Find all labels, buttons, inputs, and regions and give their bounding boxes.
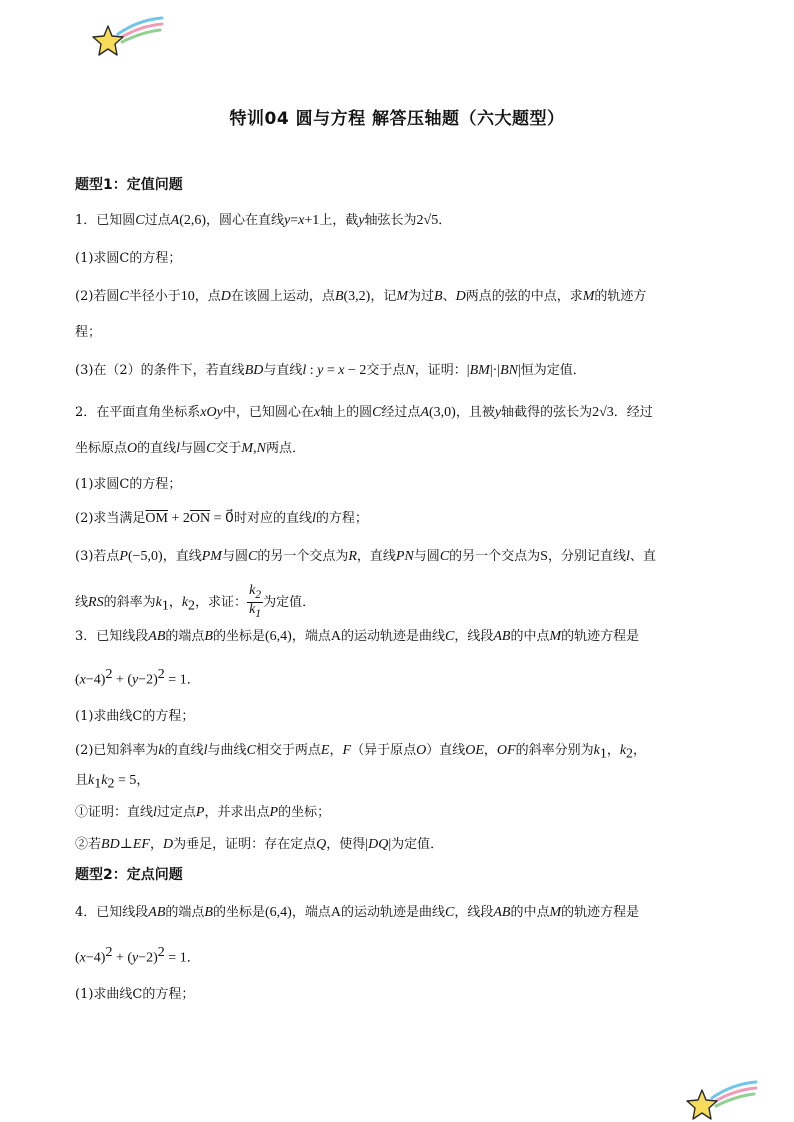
problem-2-part-1: (1)求圆C的方程； <box>75 477 182 492</box>
section-heading-1: 题型1：定值问题 <box>75 177 183 193</box>
problem-4-stem: 4．已知线段AB的端点B的坐标是(6,4)，端点A的运动轨迹是曲线C，线段AB的中点M的轨迹方程是 <box>75 905 640 920</box>
problem-2-part-3-cont: 线RS的斜率为$k_1$，$k_2$，求证： $\frac{k_2}{k_1}$ 为定值． <box>75 583 316 620</box>
problem-1-part-1: (1)求圆C的方程； <box>75 251 182 266</box>
problem-3-part-2: (2)已知斜率为k的直线l与曲线C相交于两点E，F（异于原点O）直线OE，OF的斜率分别为$k_1$，$k_2$， <box>75 743 647 762</box>
problem-4-equation: $(x-4)^2 + (y-2)^2 = 1$． <box>75 945 200 966</box>
shooting-star-icon <box>682 1078 758 1122</box>
shooting-star-icon <box>88 14 164 58</box>
problem-2-stem: 2．在平面直角坐标系xOy中，已知圆心在x轴上的圆C经过点A(3,0)，且被y轴截得的弦长为2√3．经过 <box>75 405 653 420</box>
problem-3-stem: 3．已知线段AB的端点B的坐标是(6,4)，端点A的运动轨迹是曲线C，线段AB的中点M的轨迹方程是 <box>75 629 640 644</box>
problem-2-stem-cont: 坐标原点O的直线l与圆C交于M,N两点． <box>75 441 305 456</box>
problem-2-part-3: (3)若点P(−5,0)，直线PM与圆C的另一个交点为R，直线PN与圆C的另一个交点为S，分别记直线l、直 <box>75 549 656 564</box>
problem-1-stem: 1．已知圆C过点A(2,6)，圆心在直线y=x+1上，截y轴弦长为2√5． <box>75 213 452 228</box>
problem-1-part-3: (3)在（2）的条件下，若直线BD与直线l : y = x − 2交于点N，证明：|BM|·|BN|恒为定值． <box>75 363 586 378</box>
problem-1-part-2: (2)若圆C半径小于10，点D在该圆上运动，点B(3,2)，记M为过B、D两点的弦的中点，求M的轨迹方 <box>75 289 647 304</box>
problem-4-part-1: (1)求曲线C的方程； <box>75 987 195 1002</box>
problem-3-part-2-ii: ②若BD⊥EF，D为垂足，证明：存在定点Q，使得|DQ|为定值． <box>75 837 444 852</box>
problem-3-part-1: (1)求曲线C的方程； <box>75 709 195 724</box>
problem-3-part-2-cont: 且$k_1k_2 = 5$， <box>75 773 150 792</box>
page-title: 特训04 圆与方程 解答压轴题（六大题型） <box>229 109 565 129</box>
section-heading-2: 题型2：定点问题 <box>75 867 183 883</box>
problem-3-equation: $(x-4)^2 + (y-2)^2 = 1$． <box>75 667 200 688</box>
problem-2-part-2: (2)求当满足$\overline{OM} + 2\overline{ON}$ = 0⃗时对应的直线l的方程； <box>75 511 368 526</box>
problem-3-part-2-i: ①证明：直线l过定点P，并求出点P的坐标； <box>75 805 331 820</box>
problem-1-part-2-cont: 程； <box>75 325 102 340</box>
